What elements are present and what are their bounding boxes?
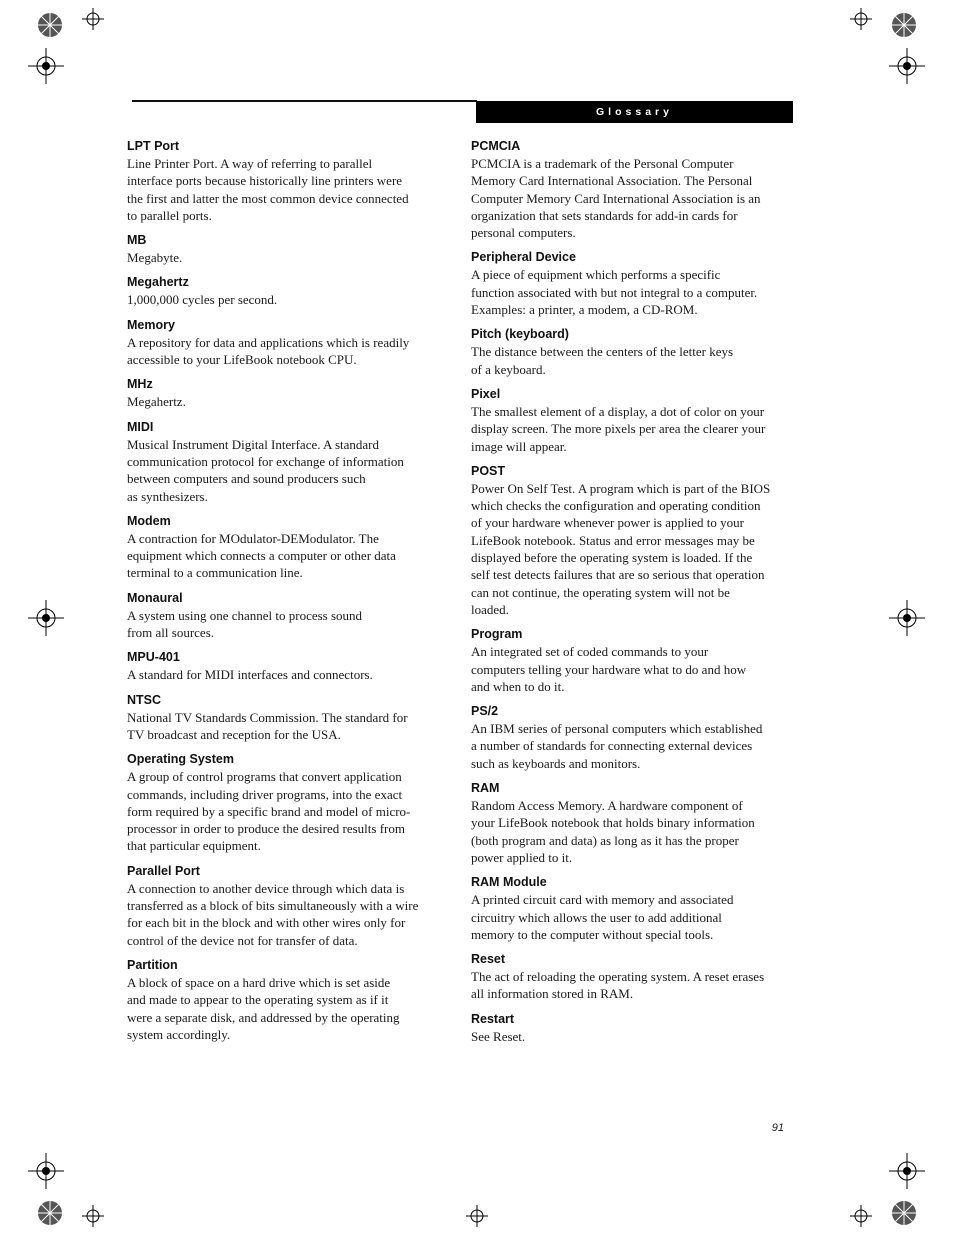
definition-line: The smallest element of a display, a dot of color on your (471, 403, 765, 419)
definition-line: 1,000,000 cycles per second. (127, 292, 278, 308)
definition-line: (both program and data) as long as it has the proper (471, 832, 739, 848)
definition-line: image will appear. (471, 438, 567, 454)
definition-line: displayed before the operating system is loaded. If the (471, 550, 753, 566)
glossary-term: RAM Module (471, 875, 547, 890)
glossary-term: Pixel (471, 386, 501, 401)
definition-line: An IBM series of personal computers which established (471, 721, 763, 737)
glossary-entry (127, 138, 445, 224)
registration-mark-icon (28, 1153, 64, 1189)
definition-line: A group of control programs that convert application (127, 769, 402, 785)
glossary-definition (471, 343, 796, 378)
definition-line: function associated with but not integral to a computer. (471, 284, 758, 300)
glossary-definition (127, 974, 445, 1043)
definition-line: communication protocol for exchange of information (127, 453, 404, 469)
glossary-term: MPU-401 (127, 650, 180, 665)
color-target-icon (37, 12, 63, 38)
definition-line: personal computers. (471, 225, 576, 241)
crosshair-icon (850, 1205, 872, 1227)
glossary-entry (127, 232, 445, 266)
glossary-term: Parallel Port (127, 863, 200, 878)
definition-line: display screen. The more pixels per area the clearer your (471, 421, 766, 437)
glossary-term: PCMCIA (471, 139, 521, 153)
glossary-definition (127, 393, 445, 410)
definition-line: a number of standards for connecting external devices (471, 738, 753, 754)
glossary-definition (471, 891, 796, 943)
crosshair-icon (82, 1205, 104, 1227)
definition-line: of a keyboard. (471, 361, 546, 377)
definition-line: Megabyte. (127, 250, 183, 266)
color-target-icon (891, 1200, 917, 1226)
glossary-term: MIDI (127, 419, 154, 434)
definition-line: The act of reloading the operating system. A reset erases (471, 969, 765, 985)
glossary-definition (471, 403, 796, 455)
definition-line: and made to appear to the operating system as if it (127, 992, 389, 1008)
glossary-definition (127, 291, 445, 308)
glossary-entry (127, 649, 445, 683)
glossary-entry (471, 874, 796, 943)
glossary-definition (471, 155, 796, 241)
definition-line: interface ports because historically line printers were (127, 173, 403, 189)
glossary-term: NTSC (127, 692, 162, 707)
glossary-entry (471, 780, 796, 866)
glossary-definition (127, 436, 445, 505)
glossary-term: Modem (127, 513, 171, 528)
glossary-definition (471, 266, 796, 318)
glossary-entry (471, 138, 796, 241)
definition-line: power applied to it. (471, 849, 573, 865)
definition-line: were a separate disk, and addressed by the operating (127, 1009, 400, 1025)
glossary-entry (471, 386, 796, 455)
glossary-entry (471, 703, 796, 772)
crosshair-icon (466, 1205, 488, 1227)
glossary-entry (127, 513, 445, 582)
glossary-term: Program (471, 627, 523, 642)
definition-line: to parallel ports. (127, 207, 212, 223)
glossary-entry (127, 376, 445, 410)
definition-line: PCMCIA is a trademark of the Personal Computer (471, 156, 734, 171)
definition-line: system accordingly. (127, 1026, 231, 1042)
glossary-entry (471, 626, 796, 695)
glossary-term: Peripheral Device (471, 250, 576, 265)
definition-line: Power On Self Test. A program which is part of the BIOS (471, 480, 771, 496)
registration-mark-icon (889, 600, 925, 636)
crosshair-icon (850, 8, 872, 30)
glossary-term: Pitch (keyboard) (471, 327, 569, 342)
glossary-entry (471, 1011, 796, 1045)
glossary-term: Megahertz (127, 275, 189, 290)
glossary-definition (127, 880, 445, 949)
glossary-definition (127, 249, 445, 266)
registration-mark-icon (889, 48, 925, 84)
glossary-entry (471, 326, 796, 378)
glossary-term: POST (471, 463, 506, 478)
definition-line: memory to the computer without special tools. (471, 926, 714, 942)
color-target-icon (37, 1200, 63, 1226)
definition-line: Examples: a printer, a modem, a CD-ROM. (471, 302, 698, 318)
definition-line: terminal to a communication line. (127, 565, 303, 581)
glossary-definition (127, 155, 445, 224)
definition-line: and when to do it. (471, 678, 565, 694)
registration-mark-icon (28, 600, 64, 636)
glossary-definition (127, 768, 445, 854)
glossary-definition (471, 968, 796, 1003)
definition-line: circuitry which allows the user to add additional (471, 909, 722, 925)
definition-line: can not continue, the operating system will not be (471, 584, 730, 600)
registration-mark-icon (28, 48, 64, 84)
definition-line: Computer Memory Card International Association is an (471, 190, 761, 206)
definition-line: A connection to another device through which data is (127, 880, 405, 896)
glossary-definition (471, 480, 796, 618)
glossary-term: Partition (127, 957, 178, 972)
glossary-definition (127, 666, 445, 683)
definition-line: from all sources. (127, 625, 215, 641)
definition-line: An integrated set of coded commands to your (471, 644, 709, 660)
definition-line: form required by a specific brand and model of micro- (127, 803, 411, 819)
glossary-definition (471, 797, 796, 866)
definition-line: Line Printer Port. A way of referring to parallel (127, 156, 373, 171)
glossary-entry (471, 463, 796, 618)
crosshair-icon (82, 8, 104, 30)
definition-line: Megahertz. (127, 394, 186, 410)
glossary-entry (127, 863, 445, 949)
definition-line: A standard for MIDI interfaces and connectors. (127, 667, 373, 683)
glossary-term: Memory (127, 317, 175, 332)
definition-line: A system using one channel to process sound (127, 607, 363, 623)
page-number: 91 (771, 1122, 784, 1134)
definition-line: The distance between the centers of the letter keys (471, 344, 734, 360)
definition-line: transferred as a block of bits simultaneously with a wire (127, 898, 419, 914)
definition-line: between computers and sound producers such (127, 471, 366, 487)
section-header (476, 101, 793, 123)
glossary-term: MB (127, 233, 147, 248)
glossary-entry (127, 590, 445, 642)
glossary-column-right (471, 138, 796, 1053)
definition-line: A repository for data and applications which is readily (127, 334, 410, 350)
glossary-entry (127, 692, 445, 744)
definition-line: as synthesizers. (127, 488, 208, 504)
definition-line: that particular equipment. (127, 838, 261, 854)
glossary-term: MHz (127, 377, 153, 392)
header-rule (132, 100, 477, 102)
glossary-entry (127, 957, 445, 1043)
definition-line: A piece of equipment which performs a specific (471, 267, 721, 283)
glossary-definition (127, 709, 445, 744)
definition-line: which checks the configuration and operating condition (471, 498, 761, 514)
glossary-term: Operating System (127, 752, 234, 767)
definition-line: A block of space on a hard drive which is set aside (127, 974, 391, 990)
definition-line: self test detects failures that are so serious that operation (471, 567, 765, 583)
definition-line: accessible to your LifeBook notebook CPU. (127, 352, 357, 368)
glossary-definition (471, 720, 796, 772)
definition-line: A contraction for MOdulator-DEModulator. The (127, 530, 379, 546)
glossary-entry (127, 274, 445, 308)
glossary-term: Reset (471, 952, 506, 967)
definition-line: See Reset. (471, 1028, 526, 1044)
definition-line: such as keyboards and monitors. (471, 755, 641, 771)
glossary-definition (127, 334, 445, 369)
glossary-definition (471, 643, 796, 695)
definition-line: organization that sets standards for add-in cards for (471, 207, 738, 223)
glossary-definition (127, 530, 445, 582)
glossary-definition (471, 1028, 796, 1045)
definition-line: loaded. (471, 601, 509, 617)
definition-line: equipment which connects a computer or other data (127, 548, 396, 564)
glossary-term: Monaural (127, 590, 183, 605)
definition-line: of your hardware whenever power is applied to your (471, 515, 744, 531)
definition-line: all information stored in RAM. (471, 986, 634, 1002)
definition-line: your LifeBook notebook that holds binary information (471, 815, 755, 831)
definition-line: LifeBook notebook. Status and error messages may be (471, 532, 755, 548)
definition-line: the first and latter the most common device connected (127, 190, 409, 206)
definition-line: control of the device not for transfer of data. (127, 932, 358, 948)
glossary-term: LPT Port (127, 139, 180, 153)
glossary-column-left (127, 138, 445, 1051)
definition-line: for each bit in the block and with other wires only for (127, 915, 406, 931)
definition-line: Random Access Memory. A hardware component of (471, 798, 743, 814)
definition-line: National TV Standards Commission. The standard for (127, 709, 408, 725)
glossary-entry (127, 317, 445, 369)
definition-line: processor in order to produce the desired results from (127, 821, 405, 837)
definition-line: TV broadcast and reception for the USA. (127, 726, 341, 742)
section-title: Glossary (596, 106, 673, 118)
glossary-term: PS/2 (471, 704, 499, 719)
definition-line: Memory Card International Association. The Personal (471, 173, 753, 189)
glossary-entry (127, 751, 445, 854)
glossary-definition (127, 607, 445, 642)
definition-line: commands, including driver programs, into the exact (127, 786, 403, 802)
definition-line: Musical Instrument Digital Interface. A standard (127, 436, 379, 452)
definition-line: A printed circuit card with memory and associated (471, 892, 734, 908)
color-target-icon (891, 12, 917, 38)
glossary-entry (471, 249, 796, 318)
glossary-entry (471, 951, 796, 1003)
definition-line: computers telling your hardware what to do and how (471, 661, 747, 677)
registration-mark-icon (889, 1153, 925, 1189)
glossary-term: RAM (471, 781, 500, 796)
glossary-term: Restart (471, 1011, 515, 1026)
glossary-entry (127, 419, 445, 505)
